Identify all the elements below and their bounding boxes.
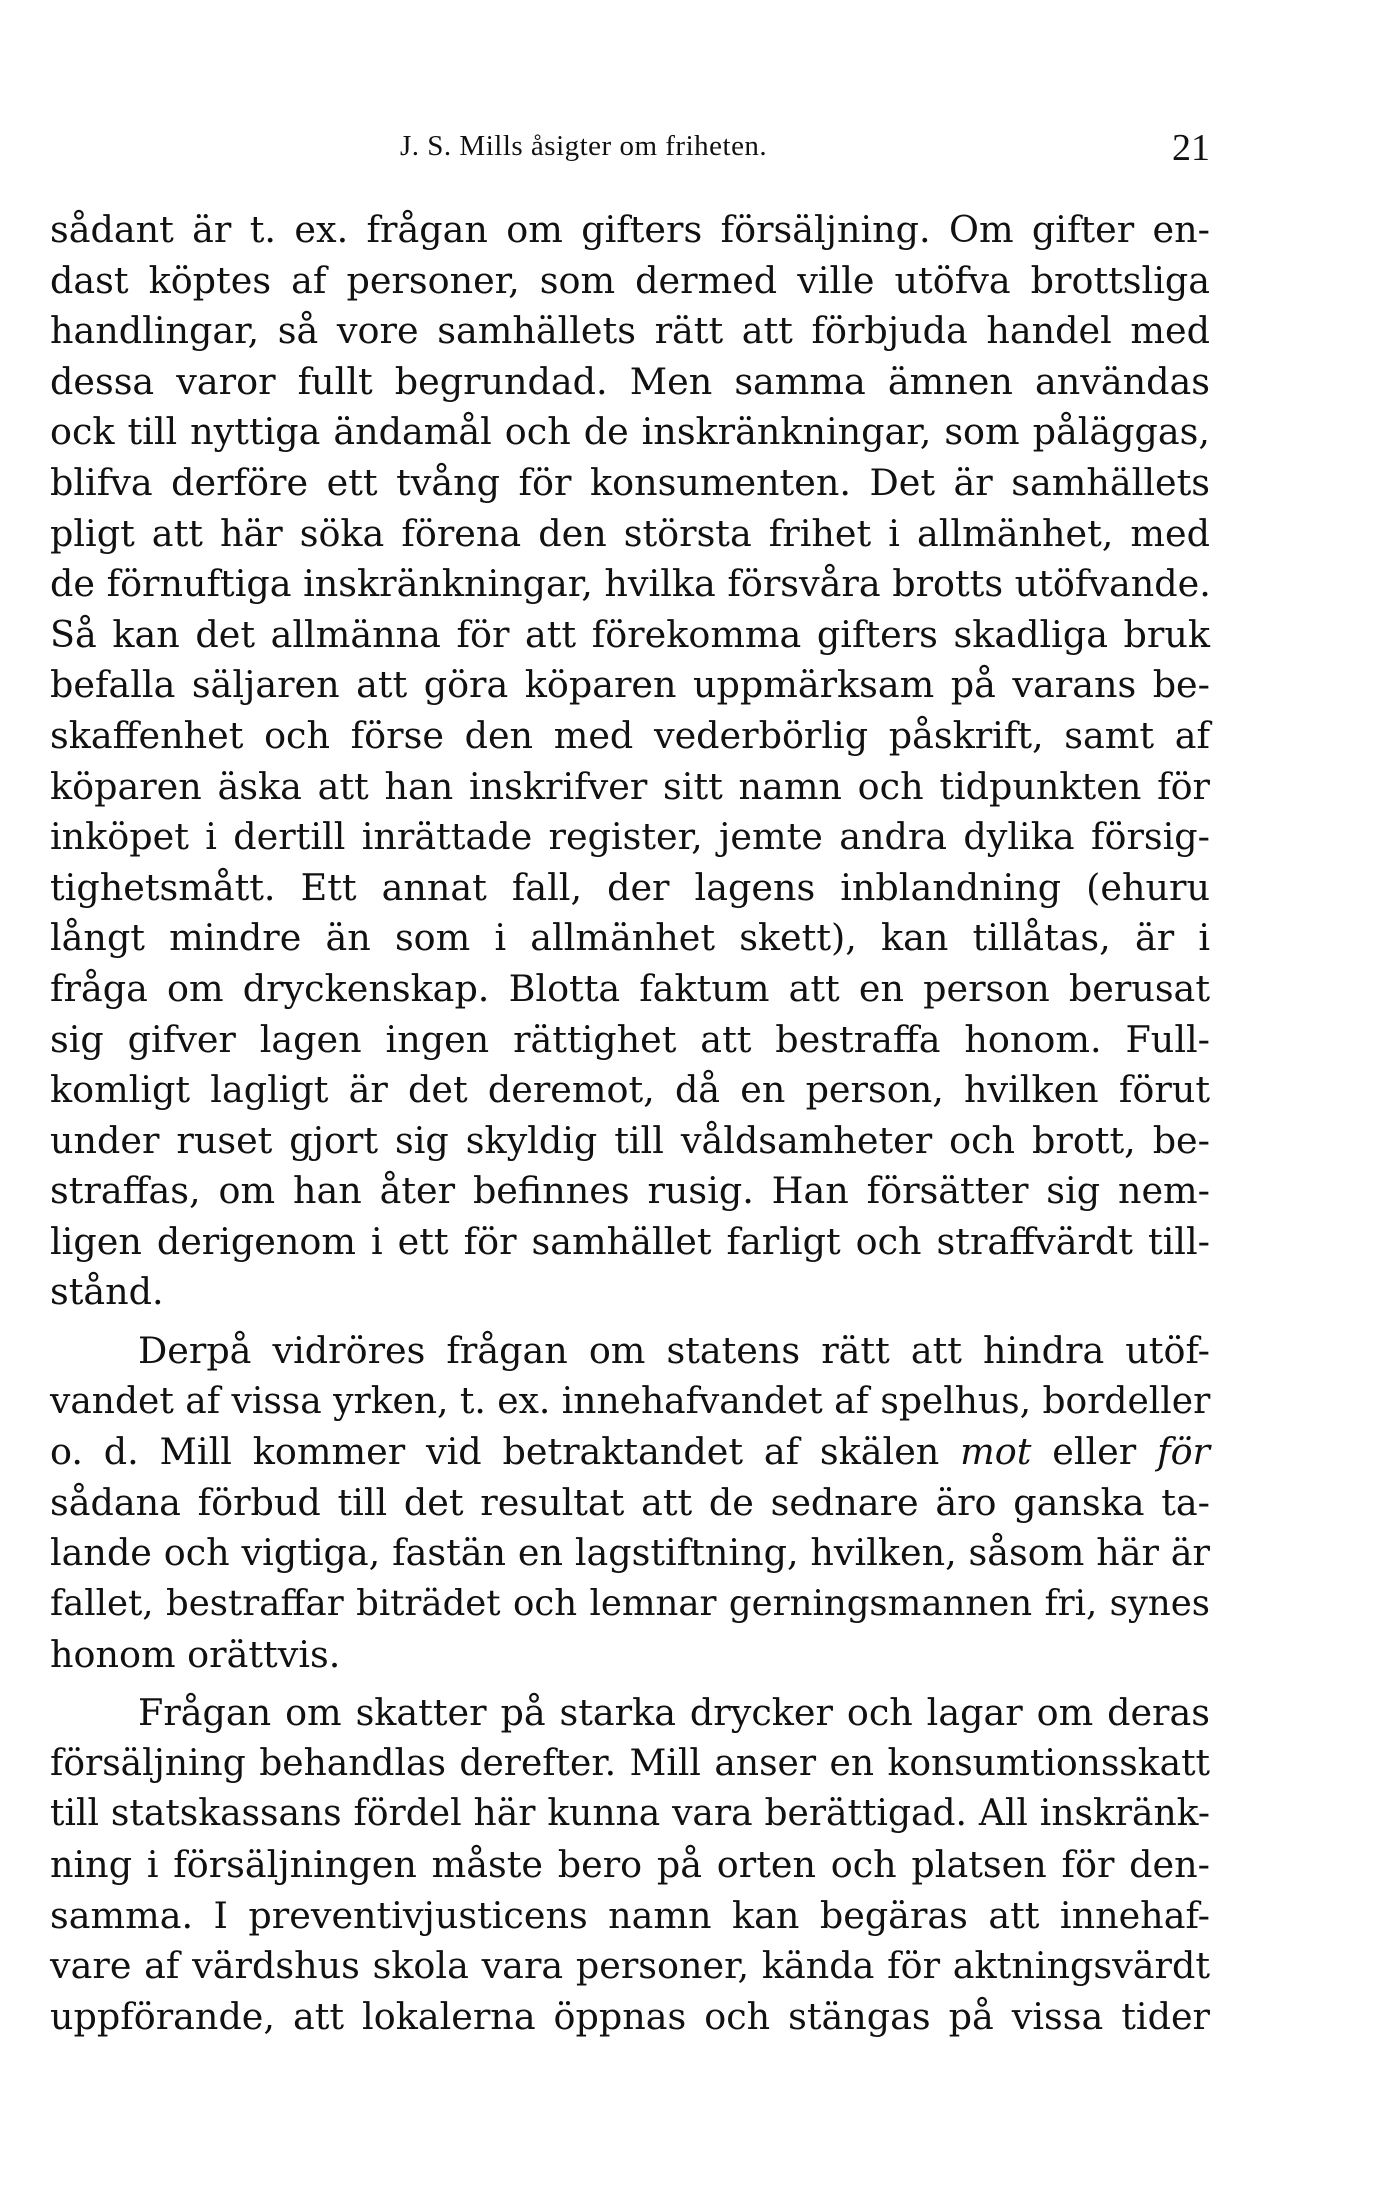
text-line: honom orättvis.	[50, 1632, 341, 1676]
emphasis-for: för	[1157, 1430, 1210, 1474]
text-line: köparen äska att han inskrifver sitt namn och tidpunkten för	[50, 764, 1210, 808]
text-line: Så kan det allmänna för att förekomma gifters skadliga bruk	[50, 612, 1210, 656]
text-line: straffas, om han åter befinnes rusig. Han försätter sig nem-	[50, 1169, 1210, 1213]
text-line: fråga om dryckenskap. Blotta faktum att en person berusat	[50, 966, 1210, 1010]
text-line: befalla säljaren att göra köparen uppmärksam på varans be-	[50, 663, 1210, 707]
text-line: ligen derigenom i ett för samhället farligt och straffvärdt till-	[50, 1219, 1210, 1263]
text-segment: o. d. Mill kommer vid betraktandet af skälen	[50, 1430, 961, 1474]
text-line: långt mindre än som i allmänhet skett), kan tillåtas, är i	[50, 916, 1210, 960]
text-line: sådant är t. ex. frågan om gifters försäljning. Om gifter en-	[50, 208, 1210, 251]
text-line: handlingar, så vore samhällets rätt att förbjuda handel med	[50, 309, 1210, 353]
text-line: vare af värdshus skola vara personer, kända för aktningsvärdt	[50, 1944, 1210, 1988]
paragraph-3	[50, 1688, 1210, 2042]
text-line: blifva derföre ett tvång för konsumenten. Det är samhällets	[50, 460, 1210, 504]
text-line-with-emphasis	[50, 1427, 1210, 1478]
text-line: ning i försäljningen måste bero på orten och platsen för den-	[50, 1843, 1210, 1886]
text-line: fallet, bestraffar biträdet och lemnar gerningsmannen fri, synes	[50, 1583, 1210, 1625]
text-line: inköpet i dertill inrättade register, jemte andra dylika försig-	[50, 815, 1210, 859]
body-text	[50, 205, 1210, 2042]
text-line: försäljning behandlas derefter. Mill anser en konsumtionsskatt	[50, 1742, 1210, 1784]
running-title: J. S. Mills åsigter om friheten.	[400, 130, 768, 162]
text-line: tighetsmått. Ett annat fall, der lagens inblandning (ehuru	[50, 865, 1210, 909]
emphasis-mot: mot	[960, 1430, 1032, 1474]
text-line: sig gifver lagen ingen rättighet att bestraffa honom. Full-	[50, 1017, 1210, 1061]
text-line: Frågan om skatter på starka drycker och lagar om deras	[138, 1691, 1210, 1735]
text-line: vandet af vissa yrken, t. ex. innehafvandet af spelhus, bordeller	[50, 1380, 1211, 1422]
page-number: 21	[1172, 127, 1210, 169]
paragraph-1	[50, 205, 1210, 1318]
text-line: dast köptes af personer, som dermed ville utöfva brottsliga	[50, 258, 1210, 302]
text-line: under ruset gjort sig skyldig till våldsamheter och brott, be-	[50, 1118, 1210, 1162]
text-line: sådana förbud till det resultat att de sednare äro ganska ta-	[50, 1480, 1210, 1524]
running-header	[50, 124, 1210, 174]
text-line: samma. I preventivjusticens namn kan begäras att innehaf-	[50, 1893, 1210, 1937]
text-line: dessa varor fullt begrundad. Men samma ämnen användas	[50, 359, 1210, 403]
text-line: lande och vigtiga, fastän en lagstiftning, hvilken, såsom här är	[50, 1531, 1210, 1575]
text-line: pligt att här söka förena den största frihet i allmänhet, med	[50, 511, 1210, 555]
text-line: stånd.	[50, 1270, 164, 1314]
text-line: Derpå vidröres frågan om statens rätt att hindra utöf-	[138, 1329, 1210, 1373]
text-line: uppförande, att lokalerna öppnas och stängas på vissa tider	[50, 1994, 1210, 2038]
text-line: till statskassans fördel här kunna vara berättigad. All inskränk-	[50, 1793, 1210, 1835]
text-line: ock till nyttiga ändamål och de inskränkningar, som påläggas,	[50, 410, 1210, 454]
text-line: komligt lagligt är det deremot, då en person, hvilken förut	[50, 1068, 1210, 1112]
text-segment: eller	[1031, 1430, 1158, 1474]
text-line: skaffenhet och förse den med vederbörlig påskrift, samt af	[50, 713, 1210, 757]
paragraph-2	[50, 1326, 1210, 1680]
text-line: de förnuftiga inskränkningar, hvilka försvåra brotts utöfvande.	[50, 562, 1211, 606]
